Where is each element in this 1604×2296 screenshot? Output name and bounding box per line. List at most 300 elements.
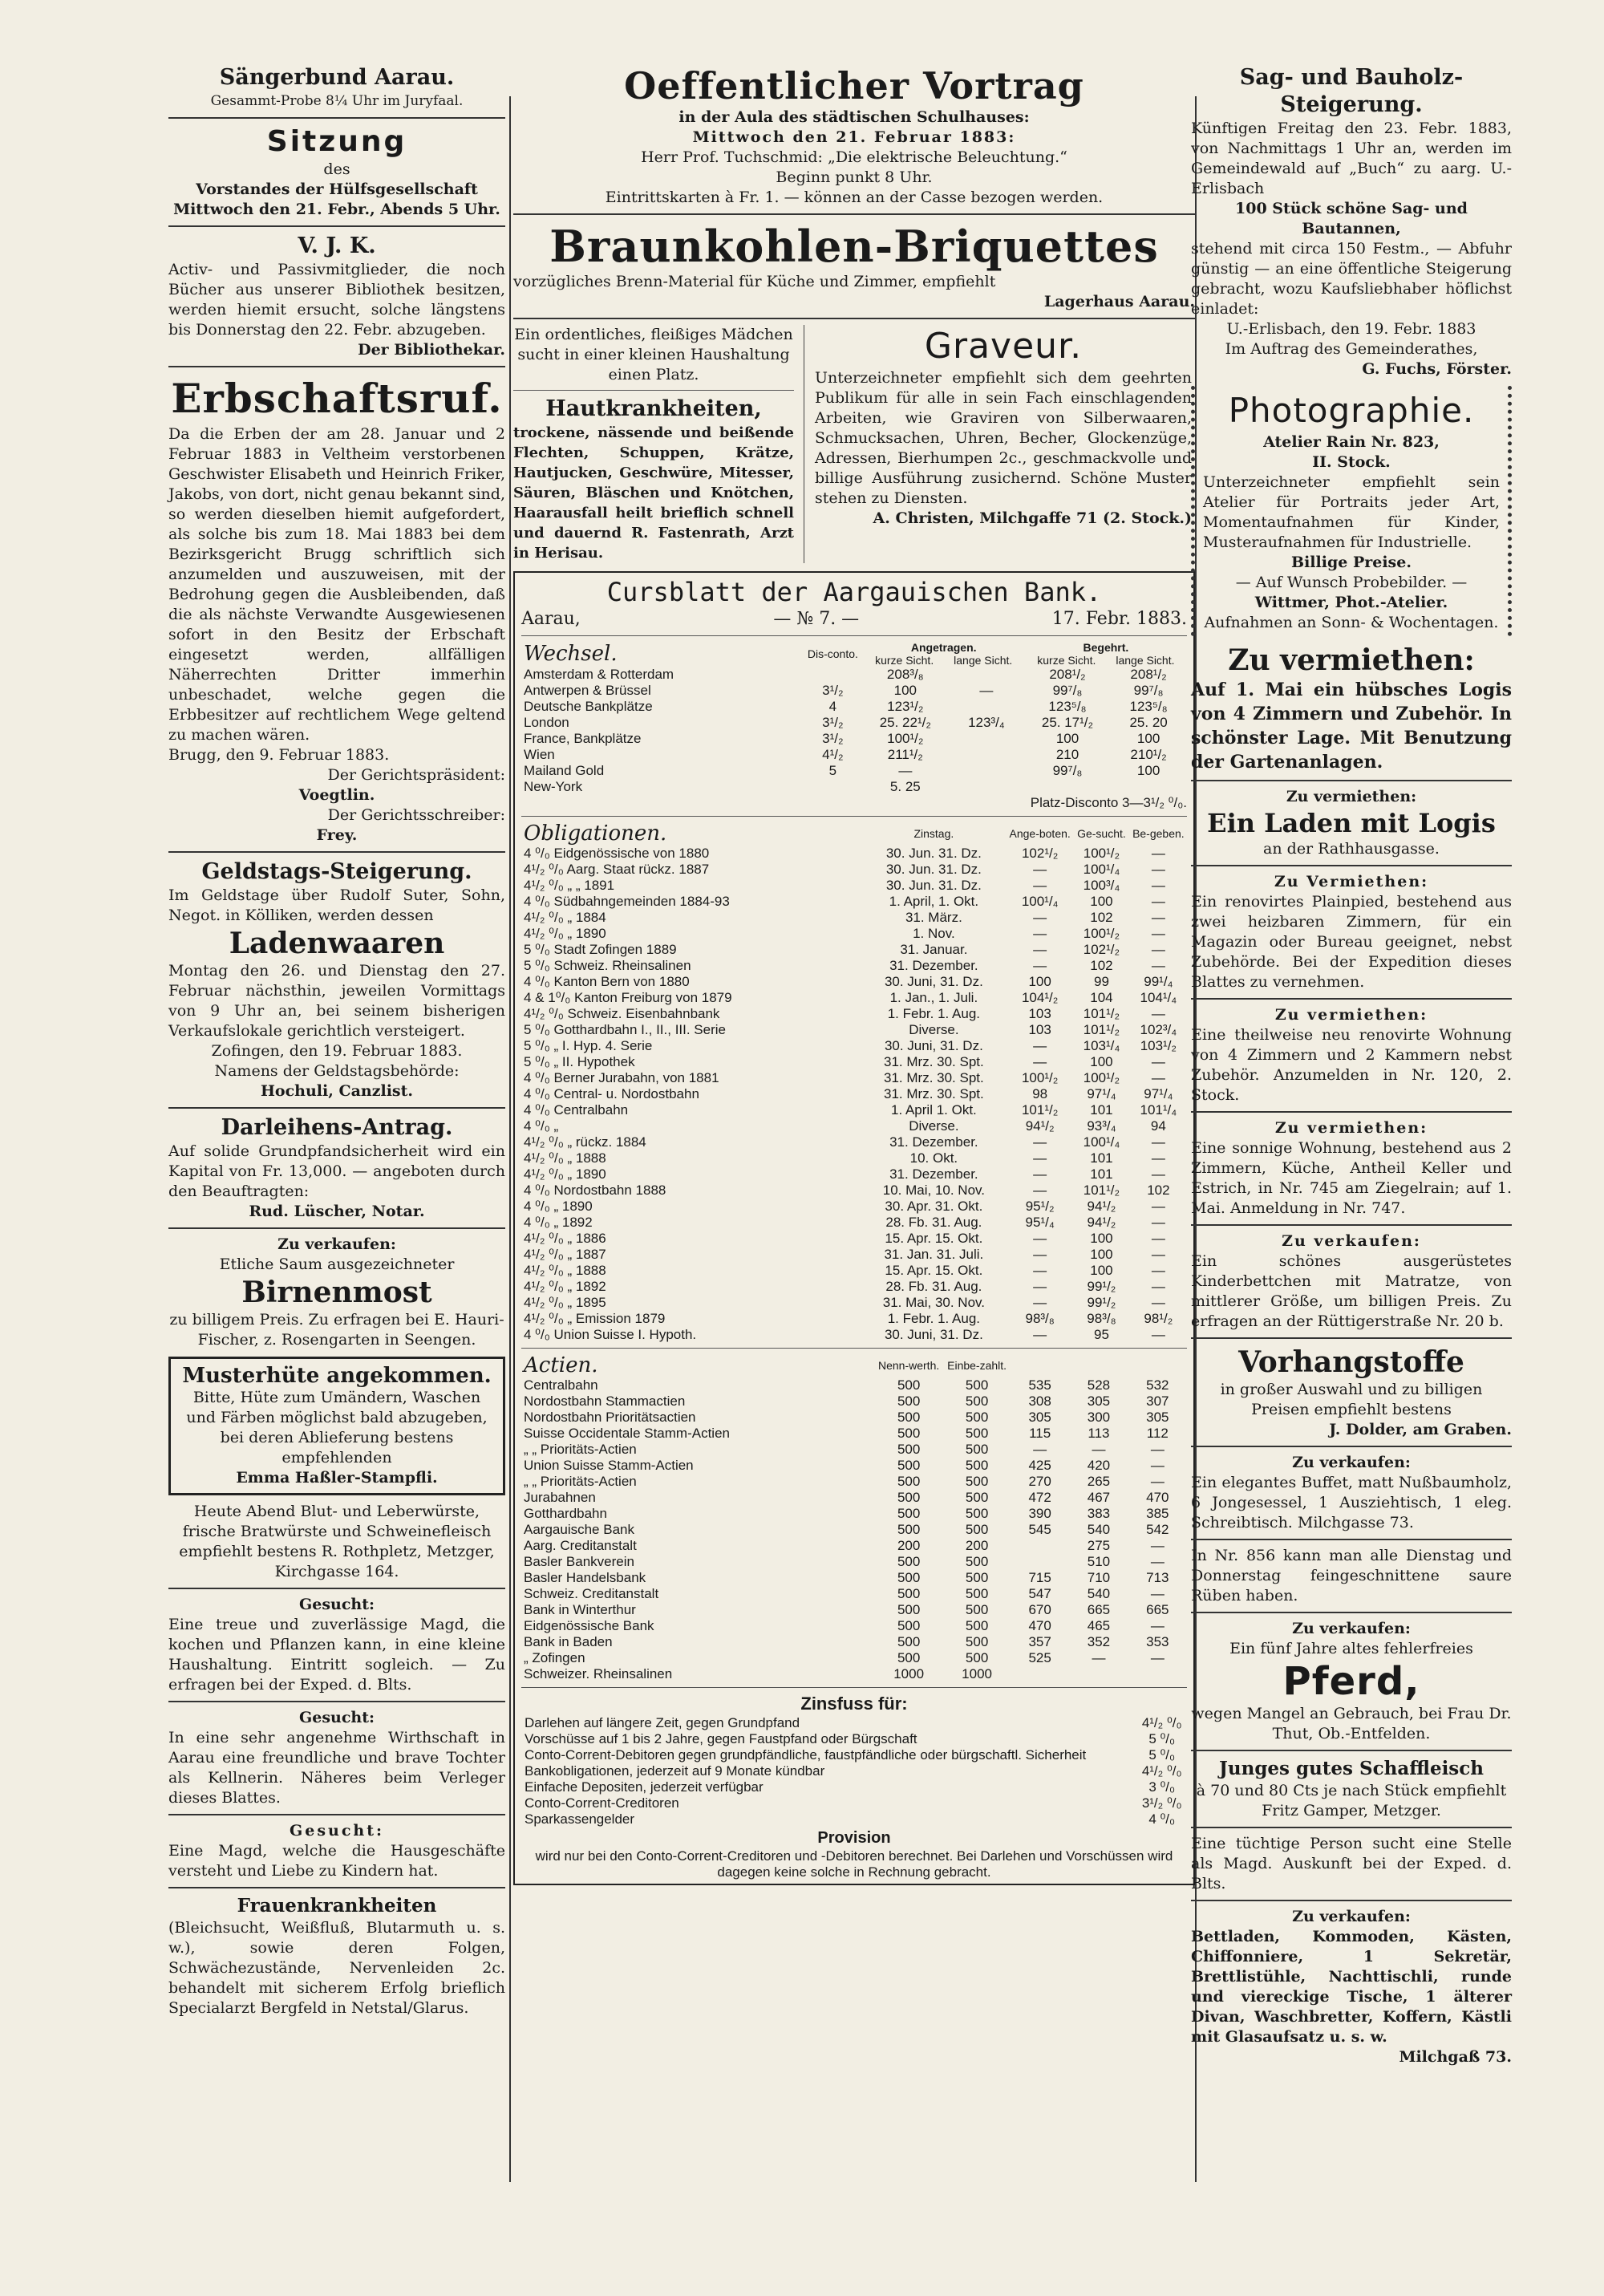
row-label: 4¹/₂ ⁰/₀ „ 1884 bbox=[524, 910, 606, 925]
actien-row bbox=[521, 1506, 1187, 1522]
row-value: 500 bbox=[897, 1634, 921, 1649]
row-value: — bbox=[1151, 1134, 1165, 1150]
ad-vortrag bbox=[513, 64, 1195, 208]
ad-text: Etliche Saum ausgezeichneter bbox=[219, 1255, 455, 1273]
actien-row bbox=[521, 1410, 1187, 1426]
ad-text: Eintrittskarten à Fr. 1. — können an der Casse bezogen werden. bbox=[605, 189, 1104, 206]
row-value: 500 bbox=[965, 1586, 989, 1601]
row-value: 500 bbox=[965, 1570, 989, 1585]
row-label: 4¹/₂ ⁰/₀ „ rückz. 1884 bbox=[524, 1134, 646, 1150]
ad-title: Braunkohlen-Briquettes bbox=[549, 221, 1159, 272]
row-value: 99¹/₄ bbox=[1144, 974, 1173, 989]
row-label: Aargauische Bank bbox=[524, 1522, 634, 1537]
ad-heading: Zu vermiethen: bbox=[1274, 1119, 1428, 1137]
row-value: 15. Apr. 15. Okt. bbox=[885, 1263, 983, 1278]
ad-vermiethen-logis bbox=[1191, 643, 1512, 774]
row-value: 5 bbox=[828, 763, 837, 778]
actien-heading: Actien. bbox=[524, 1353, 598, 1377]
row-value: 500 bbox=[897, 1490, 921, 1505]
ad-text: Herr Prof. Tuchschmid: „Die elektrische Beleuchtung.“ bbox=[641, 148, 1067, 166]
row-label: 4¹/₂ ⁰/₀ „ 1895 bbox=[524, 1295, 606, 1310]
row-label: 5 ⁰/₀ Stadt Zofingen 1889 bbox=[524, 942, 677, 957]
actien-row bbox=[521, 1522, 1187, 1538]
row-value: 123³/₄ bbox=[968, 715, 1005, 730]
row-label: Einfache Depositen, jederzeit verfügbar bbox=[525, 1779, 764, 1795]
ad-date: U.-Erlisbach, den 19. Febr. 1883 bbox=[1226, 320, 1476, 338]
obligation-row bbox=[521, 1054, 1187, 1070]
row-label: Sparkassengelder bbox=[525, 1811, 635, 1827]
row-value: 4¹/₂ bbox=[822, 747, 844, 762]
ad-text: in der Aula des städtischen Schulhauses: bbox=[678, 108, 1030, 126]
row-value: 100 bbox=[1090, 1263, 1113, 1278]
row-value: — bbox=[1151, 878, 1165, 893]
row-value: 98¹/₂ bbox=[1144, 1311, 1173, 1326]
row-value: 390 bbox=[1028, 1506, 1051, 1521]
row-value: — bbox=[1033, 1442, 1047, 1457]
column-header: kurze Sicht. bbox=[1037, 654, 1096, 667]
ad-text: (Bleichsucht, Weißfluß, Blutarmuth u. s. w.), sowie deren Folgen, Schwächezustände, Nervenleiden 2c. behandelt mit sicherem Erfolg brieflich Specialarzt Bergfeld in Netstal/Glarus. bbox=[168, 1919, 505, 2017]
obligation-row bbox=[521, 990, 1187, 1006]
row-value: — bbox=[1033, 942, 1047, 957]
ad-saengerbund bbox=[168, 64, 505, 112]
row-value: — bbox=[1151, 1247, 1165, 1262]
row-value: 94¹/₂ bbox=[1087, 1199, 1116, 1214]
row-value: 99¹/₂ bbox=[1087, 1279, 1116, 1294]
ad-haut-text: trockene, nässende und beißende Flechten, Schuppen, Krätze, Hautjucken, Geschwüre, Mitesser, Säuren, Bläschen und Knötchen, Haarausfall heilt brieflich schnell und dauernd R. Fastenrath, Arzt in Herisau. bbox=[513, 424, 794, 562]
row-value: 30. Juni, 31. Dz. bbox=[884, 974, 983, 989]
ad-text: zu billigem Preis. Zu erfragen bei E. Hauri-Fischer, z. Rosengarten in Seengen. bbox=[169, 1311, 504, 1349]
ad-title: Sag- und Bauholz-Steigerung. bbox=[1239, 65, 1464, 117]
row-value: — bbox=[1033, 1263, 1047, 1278]
row-value: 500 bbox=[897, 1522, 921, 1537]
row-value: 1. Jan., 1. Juli. bbox=[889, 990, 978, 1005]
row-value: 100 bbox=[1090, 1231, 1113, 1246]
mid-subcol-left bbox=[513, 325, 794, 563]
row-value: 500 bbox=[965, 1458, 989, 1473]
ad-laden bbox=[1191, 787, 1512, 859]
ad-text: in großer Auswahl und zu billigen Preisen empfiehlt bestens bbox=[1220, 1381, 1483, 1418]
wechsel-row bbox=[521, 763, 1187, 779]
row-value: 500 bbox=[965, 1554, 989, 1569]
row-value: 500 bbox=[965, 1522, 989, 1537]
row-value: — bbox=[1151, 1150, 1165, 1166]
ad-heading: Zu verkaufen: bbox=[1292, 1908, 1411, 1925]
obligation-row bbox=[521, 1006, 1187, 1022]
row-value: 211¹/₂ bbox=[887, 747, 923, 762]
ad-vjk bbox=[168, 233, 505, 360]
ad-text: an der Rathhausgasse. bbox=[1263, 840, 1440, 858]
row-value: — bbox=[1151, 1295, 1165, 1310]
row-value: 100 bbox=[1090, 1054, 1113, 1069]
row-value: 500 bbox=[897, 1410, 921, 1425]
ad-schaffleisch bbox=[1191, 1757, 1512, 1821]
ad-gesucht-kellnerin bbox=[168, 1708, 505, 1808]
ad-vorhangstoffe bbox=[1191, 1345, 1512, 1440]
row-value: 100¹/₂ bbox=[1021, 1070, 1059, 1085]
row-value: 100¹/₄ bbox=[1083, 862, 1120, 877]
zinsfuss-row bbox=[521, 1731, 1187, 1747]
ad-text: Eine treue und zuverlässige Magd, die kochen und Pflanzen kann, in eine kleine Haushaltung. Eintritt sogleich. — Zu erfragen bei der Exped. d. Blts. bbox=[168, 1616, 505, 1694]
ad-maedchen: Ein ordentliches, fleißiges Mädchen sucht in einer kleinen Haushaltung einen Platz. bbox=[514, 326, 793, 383]
ad-photographie bbox=[1191, 386, 1512, 636]
row-value: 1. April 1. Okt. bbox=[891, 1102, 977, 1118]
row-value: 31. Mrz. 30. Spt. bbox=[884, 1070, 984, 1085]
ad-musterhuete bbox=[168, 1357, 505, 1495]
ad-text: Billige Preise. bbox=[1291, 554, 1412, 571]
row-value: 3¹/₂ bbox=[822, 715, 844, 730]
row-label: Bank in Winterthur bbox=[524, 1602, 636, 1617]
row-label: Vorschüsse auf 1 bis 2 Jahre, gegen Faustpfand oder Bürgschaft bbox=[525, 1731, 917, 1746]
row-value: 300 bbox=[1087, 1410, 1111, 1425]
ad-text: Künftigen Freitag den 23. Febr. 1883, von Nachmittags 1 Uhr an, werden im Gemeindewald auf „Buch“ zu aarg. U.-Erlisbach bbox=[1191, 120, 1512, 197]
divider bbox=[1191, 998, 1512, 1000]
row-value: 95¹/₄ bbox=[1025, 1215, 1055, 1230]
row-value: 470 bbox=[1146, 1490, 1169, 1505]
row-value: 532 bbox=[1146, 1377, 1169, 1393]
actien-row bbox=[521, 1570, 1187, 1586]
actien-row bbox=[521, 1474, 1187, 1490]
row-value: 535 bbox=[1028, 1377, 1051, 1393]
row-value: — bbox=[1151, 1070, 1165, 1085]
obligationen-table bbox=[521, 821, 1187, 1343]
row-value: — bbox=[1151, 1231, 1165, 1246]
ad-title: Geldstags-Steigerung. bbox=[201, 859, 472, 884]
row-value bbox=[803, 779, 862, 795]
row-value: 305 bbox=[1028, 1410, 1051, 1425]
row-value: 30. Juni, 31. Dz. bbox=[884, 1038, 983, 1053]
row-value: — bbox=[1033, 1247, 1047, 1262]
row-value: 500 bbox=[897, 1377, 921, 1393]
obligation-row bbox=[521, 1295, 1187, 1311]
actien-row bbox=[521, 1377, 1187, 1393]
ad-text: Heute Abend Blut- und Leberwürste, frische Bratwürste und Schweinefleisch empfiehlt bestens R. Rothpletz, Metzger, Kirchgasse 164. bbox=[179, 1503, 495, 1580]
ad-headline: Ladenwaaren bbox=[229, 927, 445, 960]
row-value: 500 bbox=[965, 1442, 989, 1457]
ad-wohnung-2-zimmer bbox=[1191, 1118, 1512, 1219]
row-value: 98³/₈ bbox=[1025, 1311, 1055, 1326]
obligation-row bbox=[521, 878, 1187, 894]
row-value: 28. Fb. 31. Aug. bbox=[885, 1215, 982, 1230]
obligation-row bbox=[521, 1231, 1187, 1247]
obligation-row bbox=[521, 1070, 1187, 1086]
wechsel-table bbox=[521, 641, 1187, 795]
row-value: 101¹/₄ bbox=[1140, 1102, 1177, 1118]
row-label: 5 ⁰/₀ „ II. Hypothek bbox=[524, 1054, 635, 1069]
divider bbox=[168, 1887, 505, 1888]
row-label: Conto-Corrent-Debitoren gegen grundpfändliche, faustpfändliche oder bürgschaftl. Sicherheit bbox=[525, 1747, 1087, 1763]
row-label: Mailand Gold bbox=[524, 763, 605, 778]
row-value: — bbox=[1150, 1618, 1165, 1633]
row-label: Schweiz. Creditanstalt bbox=[524, 1586, 659, 1601]
row-value: 31. Mai, 30. Nov. bbox=[882, 1295, 985, 1310]
row-value: 500 bbox=[897, 1650, 921, 1665]
actien-row bbox=[521, 1650, 1187, 1666]
zinsfuss-heading: Zinsfuss für: bbox=[800, 1694, 908, 1714]
row-value: 5. 25 bbox=[889, 779, 921, 794]
column-header: Ge-sucht. bbox=[1077, 827, 1126, 840]
row-value: — bbox=[1151, 894, 1165, 909]
bank-place: Aarau, bbox=[521, 609, 581, 629]
row-value: 4 bbox=[828, 699, 837, 714]
ad-text: Beginn punkt 8 Uhr. bbox=[776, 168, 933, 186]
row-label: 4 ⁰/₀ Südbahngemeinden 1884-93 bbox=[524, 894, 730, 909]
left-column bbox=[168, 64, 505, 2023]
row-value bbox=[1069, 1666, 1128, 1682]
row-value: 307 bbox=[1146, 1393, 1169, 1409]
row-value: — bbox=[1150, 1538, 1165, 1553]
row-value: 540 bbox=[1087, 1586, 1111, 1601]
ad-text: Mittwoch den 21. Februar 1883: bbox=[692, 128, 1016, 146]
divider bbox=[521, 816, 1187, 817]
row-value: 28. Fb. 31. Aug. bbox=[885, 1279, 982, 1294]
divider bbox=[1191, 1446, 1512, 1447]
actien-rows bbox=[521, 1377, 1187, 1682]
ad-text: In eine sehr angenehme Wirthschaft in Aarau eine freundliche und brave Tochter als Kellnerin. Näheres beim Verleger dieses Blattes. bbox=[168, 1729, 505, 1807]
row-value: 383 bbox=[1087, 1506, 1111, 1521]
ad-wohnung-4-zimmer bbox=[1191, 1005, 1512, 1105]
row-value: 99 bbox=[1093, 974, 1109, 989]
ad-gesucht-magd bbox=[168, 1595, 505, 1695]
row-value: 265 bbox=[1087, 1474, 1111, 1489]
bank-number: — № 7. — bbox=[773, 609, 860, 629]
row-value bbox=[1110, 779, 1187, 795]
ad-text: Atelier Rain Nr. 823, bbox=[1263, 433, 1440, 451]
wechsel-row bbox=[521, 699, 1187, 715]
obligationen-heading: Obligationen. bbox=[524, 821, 667, 846]
ad-text: wegen Mangel an Gebrauch, bei Frau Dr. Thut, Ob.-Entfelden. bbox=[1191, 1705, 1512, 1742]
row-label: „ Zofingen bbox=[524, 1650, 585, 1665]
ad-title: Musterhüte angekommen. bbox=[182, 1364, 492, 1388]
actien-row bbox=[521, 1442, 1187, 1458]
divider bbox=[1191, 780, 1512, 781]
divider bbox=[168, 1814, 505, 1815]
row-label: 4 ⁰/₀ Central- u. Nordostbahn bbox=[524, 1086, 699, 1101]
row-label: New-York bbox=[524, 779, 583, 794]
row-value: 102¹/₂ bbox=[1021, 846, 1059, 861]
row-value: 3¹/₂ ⁰/₀ bbox=[1141, 1795, 1182, 1811]
divider bbox=[513, 213, 1195, 215]
ad-text: Eine sonnige Wohnung, bestehend aus 2 Zimmern, Küche, Antheil Keller und Estrich, in Nr. 745 am Ziegelrain; auf 1. Mai. Anmeldung in Nr. 747. bbox=[1191, 1139, 1512, 1217]
row-label: 4 ⁰/₀ Eidgenössische von 1880 bbox=[524, 846, 710, 861]
column-header: lange Sicht. bbox=[1116, 654, 1175, 667]
row-label: 4¹/₂ ⁰/₀ Schweiz. Eisenbahnbank bbox=[524, 1006, 720, 1021]
row-value: 500 bbox=[965, 1506, 989, 1521]
obligation-row bbox=[521, 1102, 1187, 1118]
ad-title: Darleihens-Antrag. bbox=[221, 1115, 453, 1140]
ad-signature: Hochuli, Canzlist. bbox=[260, 1082, 414, 1100]
row-value: 500 bbox=[897, 1570, 921, 1585]
row-value: Diverse. bbox=[909, 1118, 959, 1134]
ad-text: Mittwoch den 21. Febr., Abends 5 Uhr. bbox=[173, 201, 500, 218]
actien-row bbox=[521, 1538, 1187, 1554]
divider bbox=[521, 1348, 1187, 1349]
row-label: 4 ⁰/₀ „ bbox=[524, 1118, 559, 1134]
divider bbox=[1191, 1224, 1512, 1226]
ad-title: Hautkrankheiten, bbox=[545, 396, 762, 421]
row-label: 4¹/₂ ⁰/₀ „ 1887 bbox=[524, 1247, 606, 1262]
row-value: 275 bbox=[1087, 1538, 1111, 1553]
row-label: 4¹/₂ ⁰/₀ „ 1888 bbox=[524, 1263, 606, 1278]
row-value: 357 bbox=[1028, 1634, 1051, 1649]
row-value bbox=[1025, 779, 1110, 795]
ad-signature: Voegtlin. bbox=[298, 786, 375, 804]
row-value: 547 bbox=[1028, 1586, 1051, 1601]
row-value: 102 bbox=[1147, 1182, 1170, 1198]
zinsfuss-row bbox=[521, 1779, 1187, 1795]
row-value: 500 bbox=[965, 1410, 989, 1425]
row-value: 500 bbox=[965, 1474, 989, 1489]
row-value: 115 bbox=[1029, 1426, 1051, 1441]
row-value: 100 bbox=[1090, 1247, 1113, 1262]
divider bbox=[168, 1701, 505, 1702]
column-header: lange Sicht. bbox=[954, 654, 1013, 667]
zinsfuss-row bbox=[521, 1747, 1187, 1763]
row-value: 99⁷/₈ bbox=[1052, 683, 1083, 698]
row-value: 100¹/₂ bbox=[1083, 926, 1120, 941]
divider bbox=[1191, 1750, 1512, 1751]
row-label: Bankobligationen, jederzeit auf 9 Monate kündbar bbox=[525, 1763, 825, 1779]
row-value: 500 bbox=[965, 1650, 989, 1665]
row-label: Conto-Corrent-Creditoren bbox=[525, 1795, 679, 1811]
ad-signature: Frey. bbox=[316, 826, 358, 844]
row-value: — bbox=[1150, 1442, 1165, 1457]
obligation-row bbox=[521, 1150, 1187, 1166]
row-value: 100 bbox=[1136, 731, 1160, 746]
ad-text: Gesammt-Probe 8¼ Uhr im Juryfaal. bbox=[210, 93, 464, 109]
ad-buffet bbox=[1191, 1453, 1512, 1533]
divider bbox=[1191, 1111, 1512, 1113]
row-value: — bbox=[1151, 1166, 1165, 1182]
obligation-row bbox=[521, 1118, 1187, 1134]
ad-title: Junges gutes Schaffleisch bbox=[1219, 1758, 1484, 1779]
row-value: 31. Mrz. 30. Spt. bbox=[884, 1054, 984, 1069]
row-label: Eidgenössische Bank bbox=[524, 1618, 654, 1633]
ad-title: V. J. K. bbox=[298, 233, 376, 258]
row-label: Jurabahnen bbox=[524, 1490, 596, 1505]
row-value: 510 bbox=[1087, 1554, 1111, 1569]
zinsfuss-row bbox=[521, 1763, 1187, 1779]
row-value: — bbox=[979, 683, 994, 698]
column-header: kurze Sicht. bbox=[875, 654, 934, 667]
ad-text: stehend mit circa 150 Festm., — Abfuhr günstig — an eine öffentliche Steigerung gebracht, wozu Kaufsliebhaber höflichst einladet: bbox=[1191, 240, 1512, 318]
obligation-row bbox=[521, 1182, 1187, 1199]
row-value: 500 bbox=[897, 1602, 921, 1617]
column-header: Be-geben. bbox=[1132, 827, 1185, 840]
row-value: 95¹/₂ bbox=[1025, 1199, 1055, 1214]
row-value: 100¹/₂ bbox=[1083, 846, 1120, 861]
divider bbox=[1191, 1539, 1512, 1540]
row-value: 500 bbox=[965, 1618, 989, 1633]
actien-row bbox=[521, 1393, 1187, 1410]
row-value: 103 bbox=[1028, 1022, 1051, 1037]
ad-darlehen bbox=[168, 1114, 505, 1222]
row-value: 101¹/₂ bbox=[1021, 1102, 1059, 1118]
column-header: Zinstag. bbox=[913, 827, 954, 840]
ad-headline: Pferd, bbox=[1282, 1659, 1420, 1704]
row-value: 31. Dezember. bbox=[889, 958, 978, 973]
ad-text: Eine theilweise neu renovirte Wohnung von 4 Zimmern und 2 Kammern nebst Zubehör. Anzumelden in Nr. 120, 2. Stock. bbox=[1191, 1026, 1512, 1104]
ad-signature: Wittmer, Phot.-Atelier. bbox=[1254, 594, 1448, 611]
ad-text: Montag den 26. und Dienstag den 27. Februar nächsthin, jeweilen Vormittags von 9 Uhr an, bei seinem bisherigen Verkaufslokale gerichtlich versteigert. bbox=[168, 962, 505, 1040]
row-value bbox=[948, 763, 1025, 779]
row-value: 500 bbox=[965, 1426, 989, 1441]
row-value: 200 bbox=[965, 1538, 989, 1553]
ad-heading: Zu verkaufen: bbox=[1292, 1620, 1411, 1637]
row-value: — bbox=[1092, 1650, 1106, 1665]
ad-title: Sitzung bbox=[266, 125, 407, 158]
row-value: 3 ⁰/₀ bbox=[1148, 1779, 1176, 1795]
row-value: 305 bbox=[1087, 1393, 1111, 1409]
ad-title: Frauenkrankheiten bbox=[237, 1895, 437, 1917]
row-value: 200 bbox=[897, 1538, 921, 1553]
obligation-row bbox=[521, 1247, 1187, 1263]
row-value: 123⁵/₈ bbox=[1048, 699, 1087, 714]
row-value: — bbox=[1033, 1279, 1047, 1294]
row-value: 94¹/₂ bbox=[1087, 1215, 1116, 1230]
row-label: Basler Handelsbank bbox=[524, 1570, 646, 1585]
bank-dateline bbox=[521, 608, 1187, 631]
row-value: 465 bbox=[1087, 1618, 1111, 1633]
zinsfuss-table bbox=[521, 1715, 1187, 1827]
divider bbox=[1191, 1337, 1512, 1339]
ad-date: Zofingen, den 19. Februar 1883. bbox=[211, 1042, 463, 1060]
row-value: 1. Nov. bbox=[913, 926, 955, 941]
row-value: 1000 bbox=[893, 1666, 925, 1681]
row-label: France, Bankplätze bbox=[524, 731, 642, 746]
actien-row bbox=[521, 1554, 1187, 1570]
row-value: 10. Mai, 10. Nov. bbox=[882, 1182, 985, 1198]
row-value: 30. Jun. 31. Dz. bbox=[885, 862, 982, 877]
ad-date: Brugg, den 9. Februar 1883. bbox=[168, 746, 390, 764]
row-value: 101¹/₂ bbox=[1083, 1182, 1120, 1198]
ad-frauenkrankheiten bbox=[168, 1894, 505, 2018]
row-value: 101 bbox=[1090, 1150, 1113, 1166]
row-value: — bbox=[1033, 878, 1047, 893]
obligation-row bbox=[521, 862, 1187, 878]
actien-row bbox=[521, 1602, 1187, 1618]
row-label: Darlehen auf längere Zeit, gegen Grundpfand bbox=[525, 1715, 800, 1730]
obligation-row bbox=[521, 894, 1187, 910]
row-value: 98 bbox=[1032, 1086, 1048, 1101]
row-value: 500 bbox=[897, 1586, 921, 1601]
row-value: 99¹/₂ bbox=[1087, 1295, 1116, 1310]
ad-heading: Zu verkaufen: bbox=[277, 1235, 396, 1253]
row-value: 425 bbox=[1028, 1458, 1051, 1473]
row-label: 4¹/₂ ⁰/₀ „ 1892 bbox=[524, 1279, 606, 1294]
obligation-row bbox=[521, 1263, 1187, 1279]
bank-title: Cursblatt der Aargauischen Bank. bbox=[606, 577, 1102, 607]
row-label: Gotthardbahn bbox=[524, 1506, 607, 1521]
row-value bbox=[1011, 1554, 1069, 1570]
row-value: 500 bbox=[897, 1426, 921, 1441]
divider bbox=[168, 366, 505, 367]
row-value: — bbox=[1033, 926, 1047, 941]
row-label: Basler Bankverein bbox=[524, 1554, 634, 1569]
ad-text: Auf 1. Mai ein hübsches Logis von 4 Zimmern und Zubehör. In schönster Lage. Mit Benutzung der Gartenanlagen. bbox=[1191, 679, 1512, 773]
row-label: Suisse Occidentale Stamm-Actien bbox=[524, 1426, 730, 1441]
row-value: 31. Dezember. bbox=[889, 1134, 978, 1150]
divider bbox=[513, 390, 794, 391]
ad-kinderbett bbox=[1191, 1231, 1512, 1332]
wechsel-row bbox=[521, 683, 1187, 699]
ad-heading: Zu vermiethen: bbox=[1286, 788, 1417, 805]
ad-headline: 100 Stück schöne Sag- und Bautannen, bbox=[1235, 200, 1468, 237]
row-value: 30. Apr. 31. Okt. bbox=[885, 1199, 983, 1214]
obligation-row bbox=[521, 1086, 1187, 1102]
row-value: — bbox=[1033, 958, 1047, 973]
obligation-row bbox=[521, 958, 1187, 974]
ad-text: In Nr. 856 kann man alle Dienstag und Donnerstag feingeschnittene saure Rüben haben. bbox=[1191, 1547, 1512, 1604]
